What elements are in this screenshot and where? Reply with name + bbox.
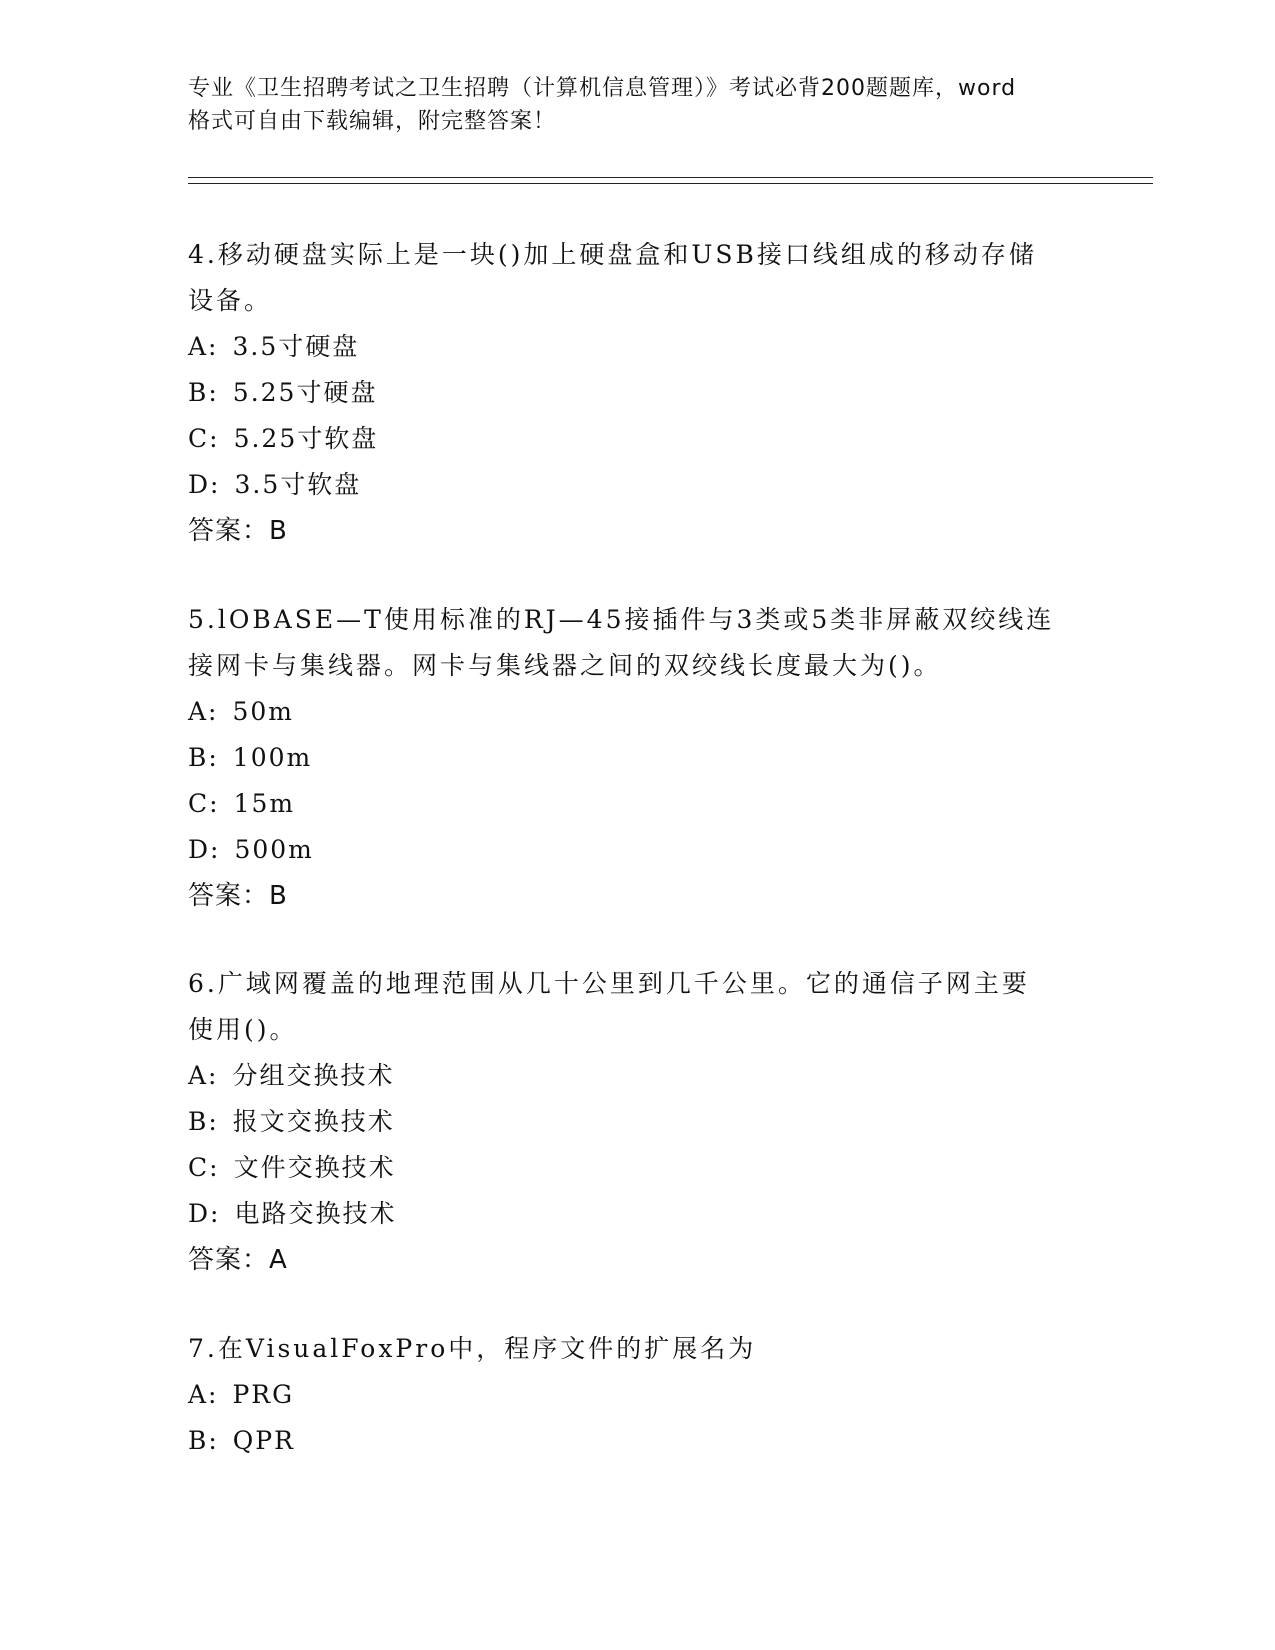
- option-b: [188, 1099, 1088, 1145]
- header-divider-top: [188, 177, 1153, 178]
- option-label: A:: [188, 332, 219, 361]
- option-b: [188, 1418, 1088, 1464]
- option-label: C:: [188, 789, 220, 818]
- option-a: [188, 324, 1088, 370]
- option-b: [188, 735, 1088, 781]
- question-stem-line-1: 5.lOBASE—T使用标准的RJ—45接插件与3类或5类非屏蔽双绞线连: [188, 605, 1055, 634]
- question-stem-line-1: 4.移动硬盘实际上是一块()加上硬盘盒和USB接口线组成的移动存储: [188, 240, 1037, 269]
- option-label: B:: [188, 1107, 219, 1136]
- option-label: D:: [188, 835, 221, 864]
- option-text: 5.25寸硬盘: [232, 378, 378, 407]
- option-text: 3.5寸硬盘: [232, 332, 360, 361]
- option-label: B:: [188, 743, 219, 772]
- header-divider-bottom: [188, 183, 1153, 184]
- question-stem-line-1: 6.广域网覆盖的地理范围从几十公里到几千公里。它的通信子网主要: [188, 969, 1030, 998]
- option-label: A:: [188, 697, 219, 726]
- question-stem-line-2: 接网卡与集线器。网卡与集线器之间的双绞线长度最大为()。: [188, 651, 942, 680]
- option-c: [188, 781, 1088, 827]
- option-text: 15m: [233, 789, 296, 818]
- option-text: QPR: [232, 1426, 295, 1455]
- option-text: 3.5寸软盘: [234, 470, 362, 499]
- question-stem-line-2: 设备。: [188, 286, 273, 315]
- option-text: 电路交换技术: [234, 1199, 397, 1228]
- header-line-2: 格式可自由下载编辑，附完整答案！: [188, 109, 557, 134]
- option-c: [188, 416, 1088, 462]
- option-b: [188, 370, 1088, 416]
- option-a: [188, 689, 1088, 735]
- option-d: [188, 1191, 1088, 1237]
- option-label: B:: [188, 1426, 219, 1455]
- option-label: C:: [188, 424, 220, 453]
- option-label: D:: [188, 1199, 221, 1228]
- header-line-1: 专业《卫生招聘考试之卫生招聘（计算机信息管理）》考试必背200题题库，word: [188, 76, 1017, 101]
- option-a: [188, 1372, 1088, 1418]
- option-label: A:: [188, 1061, 219, 1090]
- option-text: 文件交换技术: [233, 1153, 396, 1182]
- question-stem-line-2: 使用()。: [188, 1015, 298, 1044]
- option-text: 50m: [232, 697, 295, 726]
- option-a: [188, 1053, 1088, 1099]
- question-7: [188, 1326, 1088, 1464]
- answer: 答案：A: [188, 1245, 288, 1275]
- answer: 答案：B: [188, 881, 288, 911]
- question-4: [188, 232, 1088, 554]
- option-text: 分组交换技术: [232, 1061, 395, 1090]
- option-d: [188, 462, 1088, 508]
- option-label: D:: [188, 470, 221, 499]
- question-stem-line-1: 7.在VisualFoxPro中，程序文件的扩展名为: [188, 1334, 757, 1363]
- question-6: [188, 961, 1088, 1283]
- question-5: [188, 597, 1088, 919]
- option-label: C:: [188, 1153, 220, 1182]
- option-text: 500m: [234, 835, 314, 864]
- document-header: [188, 72, 1088, 138]
- option-label: A:: [188, 1380, 219, 1409]
- option-text: 报文交换技术: [232, 1107, 395, 1136]
- option-text: 5.25寸软盘: [233, 424, 379, 453]
- option-label: B:: [188, 378, 219, 407]
- answer: 答案：B: [188, 516, 288, 546]
- option-text: PRG: [232, 1380, 295, 1409]
- option-text: 100m: [232, 743, 313, 772]
- option-d: [188, 827, 1088, 873]
- option-c: [188, 1145, 1088, 1191]
